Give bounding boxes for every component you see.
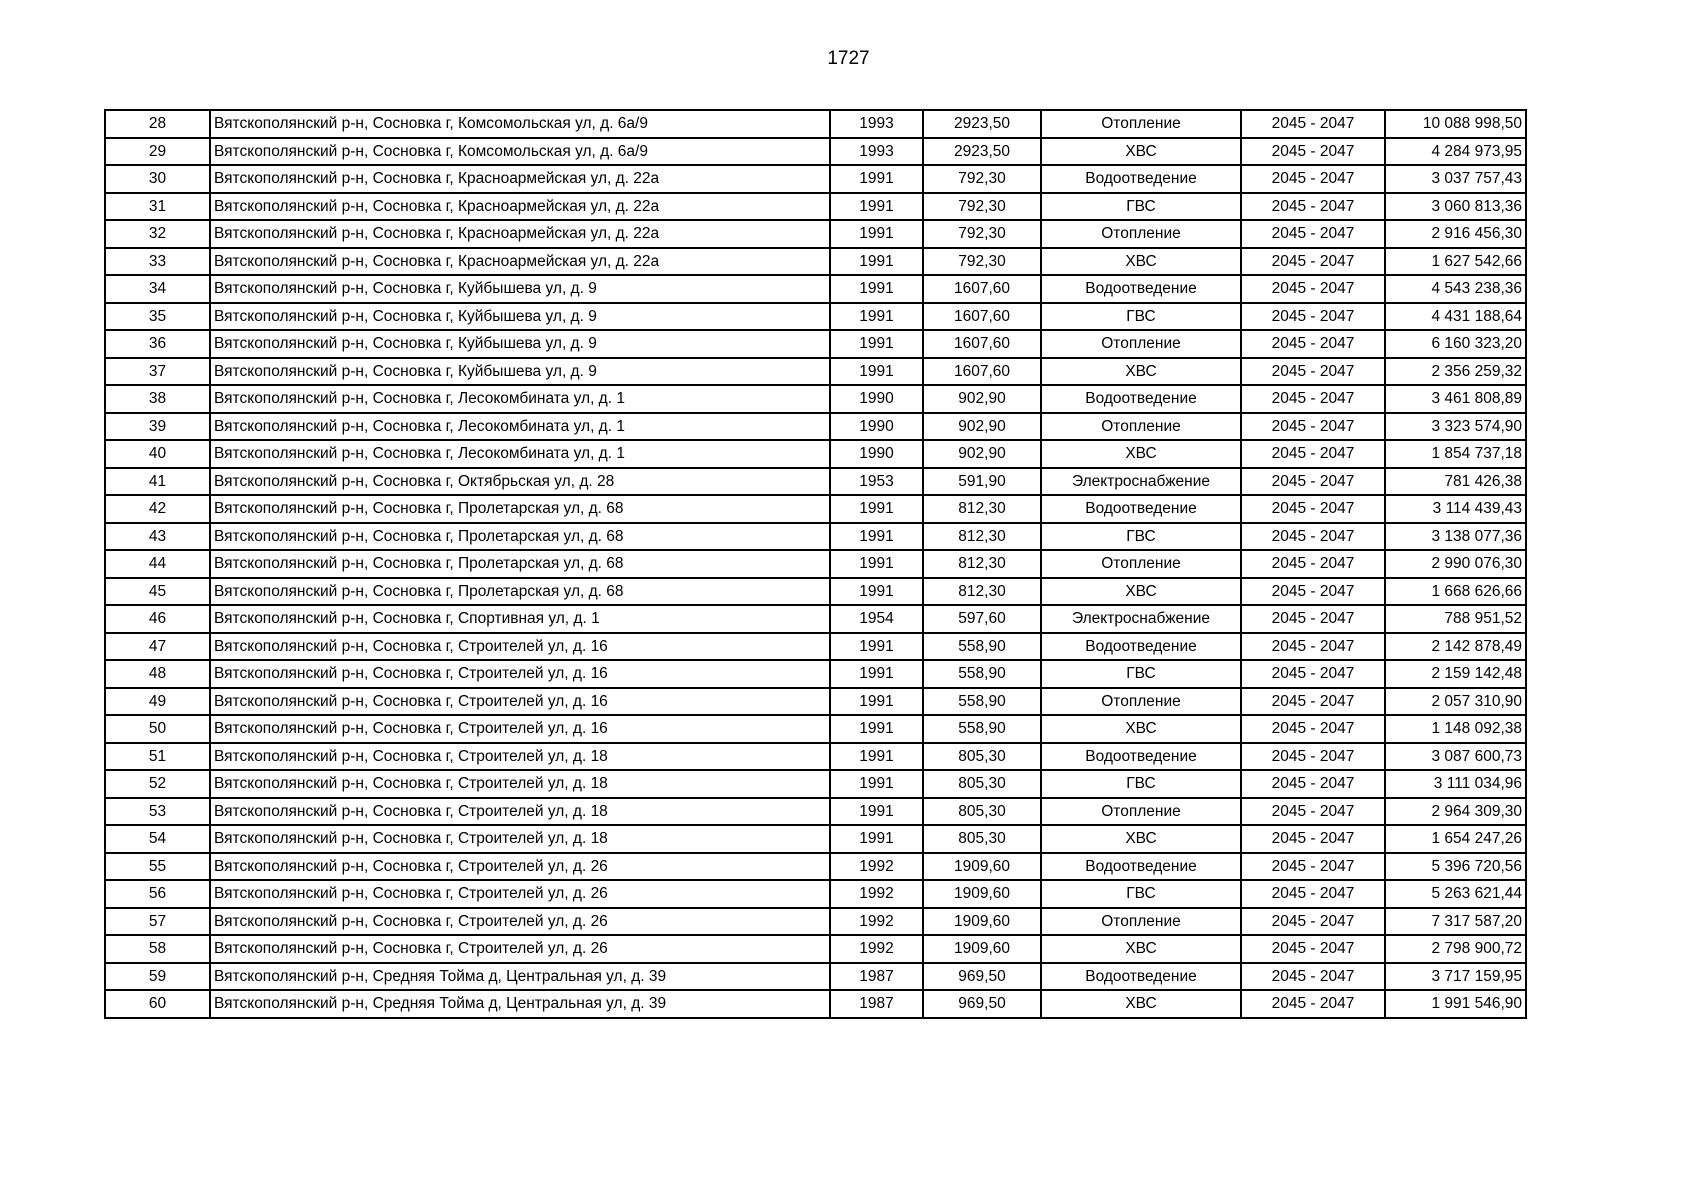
area-cell: 591,90 (923, 468, 1041, 496)
work-type-cell: Водоотведение (1041, 963, 1241, 991)
cost-cell: 2 964 309,30 (1385, 798, 1526, 826)
work-type-cell: Отопление (1041, 110, 1241, 138)
area-cell: 1607,60 (923, 358, 1041, 386)
address-cell: Вятскополянский р-н, Средняя Тойма д, Центральная ул, д. 39 (210, 990, 830, 1018)
work-type-cell: ГВС (1041, 660, 1241, 688)
area-cell: 1607,60 (923, 275, 1041, 303)
period-cell: 2045 - 2047 (1241, 220, 1385, 248)
row-number: 60 (105, 990, 210, 1018)
row-number: 50 (105, 715, 210, 743)
address-cell: Вятскополянский р-н, Сосновка г, Строителей ул, д. 26 (210, 908, 830, 936)
row-number: 29 (105, 138, 210, 166)
address-cell: Вятскополянский р-н, Сосновка г, Строителей ул, д. 18 (210, 743, 830, 771)
year-cell: 1991 (830, 550, 923, 578)
period-cell: 2045 - 2047 (1241, 688, 1385, 716)
area-cell: 2923,50 (923, 138, 1041, 166)
address-cell: Вятскополянский р-н, Сосновка г, Октябрьская ул, д. 28 (210, 468, 830, 496)
table-row (105, 633, 1526, 661)
period-cell: 2045 - 2047 (1241, 303, 1385, 331)
work-type-cell: Отопление (1041, 688, 1241, 716)
row-number: 55 (105, 853, 210, 881)
table-row (105, 990, 1526, 1018)
year-cell: 1991 (830, 660, 923, 688)
row-number: 41 (105, 468, 210, 496)
work-type-cell: Отопление (1041, 908, 1241, 936)
cost-cell: 3 323 574,90 (1385, 413, 1526, 441)
row-number: 32 (105, 220, 210, 248)
address-cell: Вятскополянский р-н, Сосновка г, Красноармейская ул, д. 22а (210, 220, 830, 248)
work-type-cell: Отопление (1041, 330, 1241, 358)
area-cell: 2923,50 (923, 110, 1041, 138)
area-cell: 805,30 (923, 798, 1041, 826)
cost-cell: 2 356 259,32 (1385, 358, 1526, 386)
table-row (105, 220, 1526, 248)
cost-cell: 1 627 542,66 (1385, 248, 1526, 276)
table-row (105, 688, 1526, 716)
cost-cell: 1 854 737,18 (1385, 440, 1526, 468)
cost-cell: 3 060 813,36 (1385, 193, 1526, 221)
work-type-cell: Водоотведение (1041, 385, 1241, 413)
table-body (105, 110, 1526, 1018)
work-type-cell: ХВС (1041, 440, 1241, 468)
area-cell: 792,30 (923, 165, 1041, 193)
year-cell: 1990 (830, 440, 923, 468)
table-row (105, 523, 1526, 551)
area-cell: 1909,60 (923, 935, 1041, 963)
address-cell: Вятскополянский р-н, Сосновка г, Строителей ул, д. 18 (210, 798, 830, 826)
row-number: 42 (105, 495, 210, 523)
area-cell: 792,30 (923, 193, 1041, 221)
table-row (105, 358, 1526, 386)
period-cell: 2045 - 2047 (1241, 578, 1385, 606)
area-cell: 558,90 (923, 715, 1041, 743)
period-cell: 2045 - 2047 (1241, 798, 1385, 826)
year-cell: 1953 (830, 468, 923, 496)
year-cell: 1991 (830, 275, 923, 303)
period-cell: 2045 - 2047 (1241, 495, 1385, 523)
table-row (105, 550, 1526, 578)
year-cell: 1991 (830, 633, 923, 661)
area-cell: 1607,60 (923, 303, 1041, 331)
row-number: 46 (105, 605, 210, 633)
cost-cell: 3 087 600,73 (1385, 743, 1526, 771)
address-cell: Вятскополянский р-н, Сосновка г, Куйбышева ул, д. 9 (210, 330, 830, 358)
cost-cell: 3 111 034,96 (1385, 770, 1526, 798)
cost-cell: 5 396 720,56 (1385, 853, 1526, 881)
address-cell: Вятскополянский р-н, Сосновка г, Лесокомбината ул, д. 1 (210, 440, 830, 468)
row-number: 43 (105, 523, 210, 551)
address-cell: Вятскополянский р-н, Сосновка г, Строителей ул, д. 16 (210, 660, 830, 688)
cost-cell: 1 148 092,38 (1385, 715, 1526, 743)
register-table (104, 109, 1527, 1019)
period-cell: 2045 - 2047 (1241, 935, 1385, 963)
work-type-cell: Электроснабжение (1041, 468, 1241, 496)
period-cell: 2045 - 2047 (1241, 248, 1385, 276)
cost-cell: 5 263 621,44 (1385, 880, 1526, 908)
row-number: 47 (105, 633, 210, 661)
period-cell: 2045 - 2047 (1241, 440, 1385, 468)
address-cell: Вятскополянский р-н, Сосновка г, Лесокомбината ул, д. 1 (210, 413, 830, 441)
address-cell: Вятскополянский р-н, Сосновка г, Красноармейская ул, д. 22а (210, 165, 830, 193)
table-row (105, 193, 1526, 221)
row-number: 40 (105, 440, 210, 468)
year-cell: 1990 (830, 385, 923, 413)
year-cell: 1991 (830, 358, 923, 386)
address-cell: Вятскополянский р-н, Сосновка г, Куйбышева ул, д. 9 (210, 303, 830, 331)
year-cell: 1992 (830, 853, 923, 881)
area-cell: 558,90 (923, 688, 1041, 716)
work-type-cell: ХВС (1041, 990, 1241, 1018)
year-cell: 1991 (830, 303, 923, 331)
table-row (105, 413, 1526, 441)
cost-cell: 2 916 456,30 (1385, 220, 1526, 248)
cost-cell: 1 668 626,66 (1385, 578, 1526, 606)
address-cell: Вятскополянский р-н, Сосновка г, Строителей ул, д. 18 (210, 770, 830, 798)
address-cell: Вятскополянский р-н, Сосновка г, Строителей ул, д. 16 (210, 688, 830, 716)
year-cell: 1991 (830, 330, 923, 358)
row-number: 52 (105, 770, 210, 798)
year-cell: 1993 (830, 138, 923, 166)
work-type-cell: ГВС (1041, 523, 1241, 551)
period-cell: 2045 - 2047 (1241, 825, 1385, 853)
work-type-cell: Отопление (1041, 413, 1241, 441)
table-row (105, 248, 1526, 276)
area-cell: 597,60 (923, 605, 1041, 633)
table-row (105, 605, 1526, 633)
row-number: 33 (105, 248, 210, 276)
area-cell: 969,50 (923, 963, 1041, 991)
year-cell: 1987 (830, 990, 923, 1018)
table-row (105, 660, 1526, 688)
work-type-cell: Водоотведение (1041, 743, 1241, 771)
year-cell: 1991 (830, 495, 923, 523)
period-cell: 2045 - 2047 (1241, 385, 1385, 413)
row-number: 28 (105, 110, 210, 138)
address-cell: Вятскополянский р-н, Сосновка г, Лесокомбината ул, д. 1 (210, 385, 830, 413)
period-cell: 2045 - 2047 (1241, 880, 1385, 908)
table-row (105, 468, 1526, 496)
period-cell: 2045 - 2047 (1241, 413, 1385, 441)
row-number: 30 (105, 165, 210, 193)
year-cell: 1992 (830, 880, 923, 908)
table-row (105, 165, 1526, 193)
cost-cell: 781 426,38 (1385, 468, 1526, 496)
row-number: 31 (105, 193, 210, 221)
cost-cell: 2 798 900,72 (1385, 935, 1526, 963)
period-cell: 2045 - 2047 (1241, 853, 1385, 881)
area-cell: 792,30 (923, 248, 1041, 276)
cost-cell: 3 717 159,95 (1385, 963, 1526, 991)
work-type-cell: Отопление (1041, 220, 1241, 248)
table-row (105, 908, 1526, 936)
area-cell: 558,90 (923, 633, 1041, 661)
year-cell: 1991 (830, 688, 923, 716)
address-cell: Вятскополянский р-н, Сосновка г, Куйбышева ул, д. 9 (210, 275, 830, 303)
year-cell: 1990 (830, 413, 923, 441)
address-cell: Вятскополянский р-н, Сосновка г, Пролетарская ул, д. 68 (210, 550, 830, 578)
cost-cell: 1 991 546,90 (1385, 990, 1526, 1018)
work-type-cell: Электроснабжение (1041, 605, 1241, 633)
area-cell: 1909,60 (923, 880, 1041, 908)
row-number: 39 (105, 413, 210, 441)
address-cell: Вятскополянский р-н, Сосновка г, Куйбышева ул, д. 9 (210, 358, 830, 386)
row-number: 45 (105, 578, 210, 606)
period-cell: 2045 - 2047 (1241, 908, 1385, 936)
table-row (105, 715, 1526, 743)
address-cell: Вятскополянский р-н, Сосновка г, Комсомольская ул, д. 6а/9 (210, 110, 830, 138)
period-cell: 2045 - 2047 (1241, 550, 1385, 578)
area-cell: 1607,60 (923, 330, 1041, 358)
cost-cell: 3 138 077,36 (1385, 523, 1526, 551)
period-cell: 2045 - 2047 (1241, 138, 1385, 166)
work-type-cell: Отопление (1041, 550, 1241, 578)
cost-cell: 6 160 323,20 (1385, 330, 1526, 358)
work-type-cell: ХВС (1041, 358, 1241, 386)
row-number: 48 (105, 660, 210, 688)
page-number: 1727 (827, 48, 870, 69)
year-cell: 1993 (830, 110, 923, 138)
area-cell: 558,90 (923, 660, 1041, 688)
work-type-cell: Водоотведение (1041, 633, 1241, 661)
row-number: 59 (105, 963, 210, 991)
work-type-cell: Водоотведение (1041, 165, 1241, 193)
cost-cell: 3 037 757,43 (1385, 165, 1526, 193)
year-cell: 1991 (830, 193, 923, 221)
year-cell: 1992 (830, 908, 923, 936)
period-cell: 2045 - 2047 (1241, 275, 1385, 303)
cost-cell: 2 142 878,49 (1385, 633, 1526, 661)
period-cell: 2045 - 2047 (1241, 523, 1385, 551)
period-cell: 2045 - 2047 (1241, 468, 1385, 496)
area-cell: 805,30 (923, 743, 1041, 771)
year-cell: 1991 (830, 220, 923, 248)
table-row (105, 853, 1526, 881)
work-type-cell: Водоотведение (1041, 275, 1241, 303)
work-type-cell: ГВС (1041, 193, 1241, 221)
row-number: 58 (105, 935, 210, 963)
area-cell: 812,30 (923, 495, 1041, 523)
table-row (105, 880, 1526, 908)
table-row (105, 275, 1526, 303)
row-number: 38 (105, 385, 210, 413)
table-row (105, 385, 1526, 413)
work-type-cell: ХВС (1041, 248, 1241, 276)
area-cell: 902,90 (923, 440, 1041, 468)
year-cell: 1987 (830, 963, 923, 991)
work-type-cell: ГВС (1041, 303, 1241, 331)
area-cell: 902,90 (923, 385, 1041, 413)
table-row (105, 330, 1526, 358)
row-number: 54 (105, 825, 210, 853)
work-type-cell: Водоотведение (1041, 853, 1241, 881)
cost-cell: 1 654 247,26 (1385, 825, 1526, 853)
address-cell: Вятскополянский р-н, Сосновка г, Красноармейская ул, д. 22а (210, 193, 830, 221)
work-type-cell: ХВС (1041, 578, 1241, 606)
year-cell: 1991 (830, 165, 923, 193)
address-cell: Вятскополянский р-н, Сосновка г, Пролетарская ул, д. 68 (210, 495, 830, 523)
period-cell: 2045 - 2047 (1241, 330, 1385, 358)
address-cell: Вятскополянский р-н, Сосновка г, Красноармейская ул, д. 22а (210, 248, 830, 276)
area-cell: 902,90 (923, 413, 1041, 441)
address-cell: Вятскополянский р-н, Сосновка г, Строителей ул, д. 16 (210, 715, 830, 743)
period-cell: 2045 - 2047 (1241, 633, 1385, 661)
cost-cell: 4 284 973,95 (1385, 138, 1526, 166)
area-cell: 812,30 (923, 550, 1041, 578)
table-row (105, 743, 1526, 771)
address-cell: Вятскополянский р-н, Сосновка г, Строителей ул, д. 26 (210, 935, 830, 963)
area-cell: 1909,60 (923, 853, 1041, 881)
cost-cell: 788 951,52 (1385, 605, 1526, 633)
work-type-cell: ХВС (1041, 935, 1241, 963)
table-row (105, 935, 1526, 963)
address-cell: Вятскополянский р-н, Сосновка г, Спортивная ул, д. 1 (210, 605, 830, 633)
work-type-cell: ХВС (1041, 138, 1241, 166)
table-row (105, 825, 1526, 853)
cost-cell: 7 317 587,20 (1385, 908, 1526, 936)
work-type-cell: Водоотведение (1041, 495, 1241, 523)
table-row (105, 303, 1526, 331)
period-cell: 2045 - 2047 (1241, 715, 1385, 743)
work-type-cell: ГВС (1041, 770, 1241, 798)
row-number: 37 (105, 358, 210, 386)
work-type-cell: Отопление (1041, 798, 1241, 826)
period-cell: 2045 - 2047 (1241, 110, 1385, 138)
year-cell: 1991 (830, 715, 923, 743)
cost-cell: 2 057 310,90 (1385, 688, 1526, 716)
row-number: 57 (105, 908, 210, 936)
row-number: 36 (105, 330, 210, 358)
address-cell: Вятскополянский р-н, Сосновка г, Пролетарская ул, д. 68 (210, 578, 830, 606)
address-cell: Вятскополянский р-н, Сосновка г, Пролетарская ул, д. 68 (210, 523, 830, 551)
table-row (105, 138, 1526, 166)
table-row (105, 440, 1526, 468)
table-row (105, 578, 1526, 606)
cost-cell: 3 114 439,43 (1385, 495, 1526, 523)
work-type-cell: ХВС (1041, 825, 1241, 853)
row-number: 56 (105, 880, 210, 908)
area-cell: 792,30 (923, 220, 1041, 248)
period-cell: 2045 - 2047 (1241, 165, 1385, 193)
row-number: 53 (105, 798, 210, 826)
period-cell: 2045 - 2047 (1241, 660, 1385, 688)
row-number: 34 (105, 275, 210, 303)
period-cell: 2045 - 2047 (1241, 743, 1385, 771)
area-cell: 805,30 (923, 770, 1041, 798)
period-cell: 2045 - 2047 (1241, 990, 1385, 1018)
table-row (105, 770, 1526, 798)
period-cell: 2045 - 2047 (1241, 193, 1385, 221)
address-cell: Вятскополянский р-н, Сосновка г, Строителей ул, д. 26 (210, 853, 830, 881)
year-cell: 1991 (830, 743, 923, 771)
year-cell: 1991 (830, 825, 923, 853)
area-cell: 812,30 (923, 523, 1041, 551)
address-cell: Вятскополянский р-н, Средняя Тойма д, Центральная ул, д. 39 (210, 963, 830, 991)
period-cell: 2045 - 2047 (1241, 358, 1385, 386)
period-cell: 2045 - 2047 (1241, 770, 1385, 798)
cost-cell: 2 159 142,48 (1385, 660, 1526, 688)
cost-cell: 3 461 808,89 (1385, 385, 1526, 413)
area-cell: 969,50 (923, 990, 1041, 1018)
year-cell: 1991 (830, 523, 923, 551)
table-row (105, 495, 1526, 523)
year-cell: 1954 (830, 605, 923, 633)
area-cell: 1909,60 (923, 908, 1041, 936)
work-type-cell: ХВС (1041, 715, 1241, 743)
year-cell: 1991 (830, 578, 923, 606)
cost-cell: 4 431 188,64 (1385, 303, 1526, 331)
cost-cell: 10 088 998,50 (1385, 110, 1526, 138)
area-cell: 805,30 (923, 825, 1041, 853)
year-cell: 1991 (830, 770, 923, 798)
table-row (105, 798, 1526, 826)
cost-cell: 2 990 076,30 (1385, 550, 1526, 578)
work-type-cell: ГВС (1041, 880, 1241, 908)
period-cell: 2045 - 2047 (1241, 605, 1385, 633)
table-row (105, 110, 1526, 138)
cost-cell: 4 543 238,36 (1385, 275, 1526, 303)
row-number: 51 (105, 743, 210, 771)
table-row (105, 963, 1526, 991)
area-cell: 812,30 (923, 578, 1041, 606)
address-cell: Вятскополянский р-н, Сосновка г, Строителей ул, д. 16 (210, 633, 830, 661)
address-cell: Вятскополянский р-н, Сосновка г, Строителей ул, д. 26 (210, 880, 830, 908)
year-cell: 1991 (830, 798, 923, 826)
address-cell: Вятскополянский р-н, Сосновка г, Комсомольская ул, д. 6а/9 (210, 138, 830, 166)
row-number: 49 (105, 688, 210, 716)
year-cell: 1992 (830, 935, 923, 963)
year-cell: 1991 (830, 248, 923, 276)
row-number: 35 (105, 303, 210, 331)
row-number: 44 (105, 550, 210, 578)
period-cell: 2045 - 2047 (1241, 963, 1385, 991)
address-cell: Вятскополянский р-н, Сосновка г, Строителей ул, д. 18 (210, 825, 830, 853)
